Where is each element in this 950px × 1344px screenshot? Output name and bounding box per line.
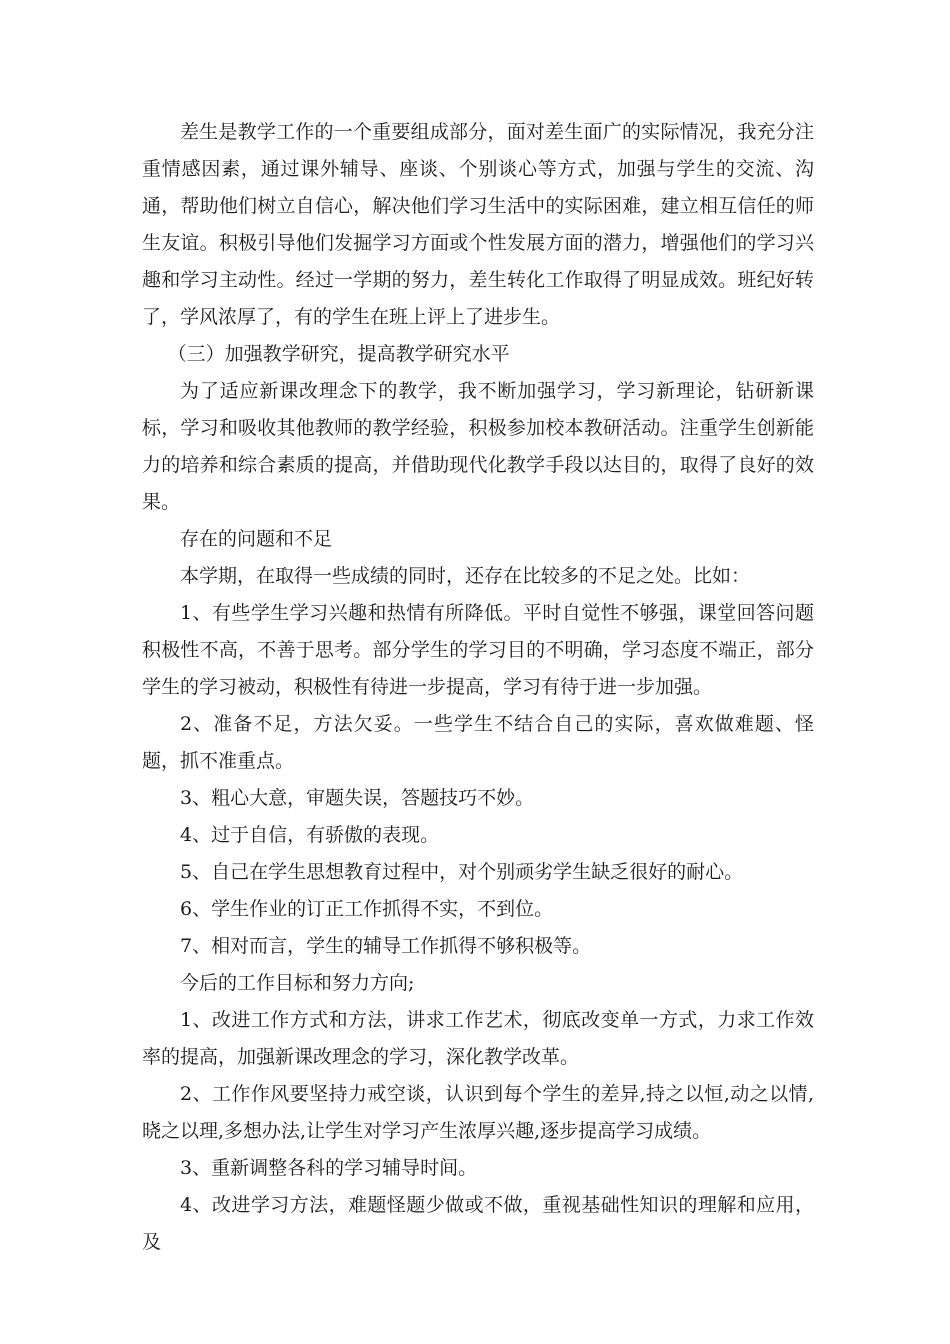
section-heading-teaching-research: （三）加强教学研究，提高教学研究水平 [167,343,510,365]
document-body [142,114,814,1261]
list-item-problem-4: 4、过于自信，有骄傲的表现。 [180,824,440,846]
section-heading-future-goals: 今后的工作目标和努力方向; [180,972,415,994]
section-heading-problems: 存在的问题和不足 [180,528,333,550]
list-item-goal-2: 2、工作作风要坚持力戒空谈，认识到每个学生的差异,持之以恒,动之以情,晓之以理,多想办法,让学生对学习产生浓厚兴趣,逐步提高学习成绩。 [142,1083,814,1142]
paragraph-teaching-research: 为了适应新课改理念下的教学，我不断加强学习，学习新理论，钻研新课标，学习和吸收其他教师的教学经验，积极参加校本教研活动。注重学生创新能力的培养和综合素质的提高，并借助现代化教学手段以达目的，取得了良好的效果。 [142,380,814,513]
list-item-goal-4: 4、改进学习方法，难题怪题少做或不做，重视基础性知识的理解和应用，及 [142,1194,814,1253]
list-item-problem-1: 1、有些学生学习兴趣和热情有所降低。平时自觉性不够强，课堂回答问题积极性不高，不善于思考。部分学生的学习目的不明确，学习态度不端正，部分学生的学习被动，积极性有待进一步提高，学习有待于进一步加强。 [142,602,814,698]
list-item-problem-7: 7、相对而言，学生的辅导工作抓得不够积极等。 [180,935,592,957]
list-item-problem-2: 2、准备不足，方法欠妥。一些学生不结合自己的实际，喜欢做难题、怪题，抓不准重点。 [142,713,814,772]
list-item-problem-3: 3、粗心大意，审题失误，答题技巧不妙。 [180,787,535,809]
paragraph-problems-intro: 本学期，在取得一些成绩的同时，还存在比较多的不足之处。比如： [180,565,751,587]
list-item-goal-1: 1、改进工作方式和方法，讲求工作艺术，彻底改变单一方式，力求工作效率的提高，加强新课改理念的学习，深化教学改革。 [142,1009,814,1068]
list-item-goal-3: 3、重新调整各科的学习辅导时间。 [180,1157,478,1179]
list-item-problem-5: 5、自己在学生思想教育过程中，对个别顽劣学生缺乏很好的耐心。 [180,861,744,883]
list-item-problem-6: 6、学生作业的订正工作抓得不实，不到位。 [180,898,554,920]
paragraph-underachievers: 差生是教学工作的一个重要组成部分，面对差生面广的实际情况，我充分注重情感因素，通过课外辅导、座谈、个别谈心等方式，加强与学生的交流、沟通，帮助他们树立自信心，解决他们学习生活中的实际困难，建立相互信任的师生友谊。积极引导他们发掘学习方面或个性发展方面的潜力，增强他们的学习兴趣和学习主动性。经过一学期的努力，差生转化工作取得了明显成效。班纪好转了，学风浓厚了，有的学生在班上评上了进步生。 [142,121,814,328]
